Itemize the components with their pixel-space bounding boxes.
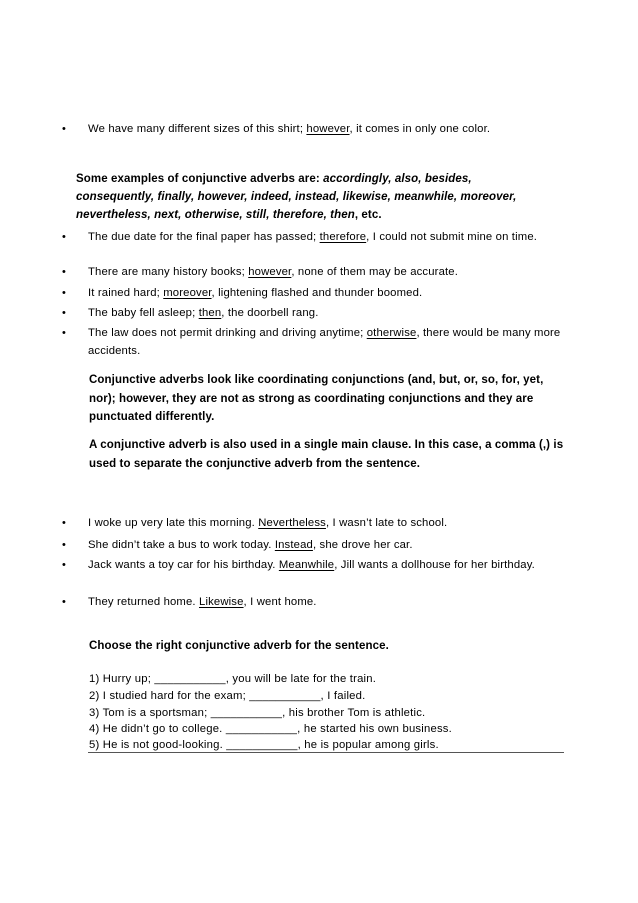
adverb-underlined: Nevertheless — [258, 517, 326, 529]
adverb-underlined: however — [306, 123, 350, 135]
single-clause-note: A conjunctive adverb is also used in a single main clause. In this case, a comma (,) is used to separate the conjunctive adverb from the sentence. — [89, 439, 564, 470]
list-item — [62, 264, 572, 282]
bullet-text: It rained hard; moreover, lightening flashed and thunder boomed. — [88, 287, 423, 299]
list-item — [62, 537, 572, 555]
bullet-icon: • — [62, 596, 67, 608]
bullet-text: Jack wants a toy car for his birthday. Meanwhile, Jill wants a dollhouse for her birthday. — [88, 559, 535, 571]
exercise-item: 1) Hurry up; ___________, you will be late for the train. — [89, 673, 377, 685]
list-item — [62, 305, 572, 323]
bullet-text: We have many different sizes of this shirt; however, it comes in only one color. — [88, 123, 491, 135]
adverb-underlined: Meanwhile — [278, 559, 335, 571]
exercise-item: 5) He is not good-looking. ___________, he is popular among girls. — [89, 739, 439, 751]
exercise-item: 4) He didn’t go to college. ___________, he started his own business. — [89, 723, 452, 735]
list-item — [62, 121, 572, 139]
bullet-text: The due date for the final paper has passed; therefore, I could not submit mine on time. — [88, 231, 538, 243]
bullet-icon: • — [62, 287, 67, 299]
bullet-icon: • — [62, 231, 67, 243]
adverb-underlined: however — [248, 266, 292, 278]
bullet-icon: • — [62, 327, 67, 339]
bullet-text: I woke up very late this morning. Nevertheless, I wasn’t late to school. — [88, 517, 448, 529]
adverb-underlined: otherwise — [366, 327, 417, 339]
examples-paragraph: Some examples of conjunctive adverbs are: accordingly, also, besides, consequently, finally, however, indeed, instead, likewise, meanwhile, moreover, nevertheless, next, otherwise, still, therefore, then, etc. — [76, 173, 517, 221]
bullet-icon: • — [62, 559, 67, 571]
bullet-icon: • — [62, 123, 67, 135]
list-item — [62, 285, 572, 303]
bullet-text: She didn’t take a bus to work today. Instead, she drove her car. — [88, 539, 413, 551]
list-item — [62, 557, 562, 575]
bullet-text: The law does not permit drinking and driving anytime; otherwise, there would be many more accidents. — [88, 327, 561, 357]
adverb-underlined: moreover — [163, 287, 212, 299]
bullet-icon: • — [62, 517, 67, 529]
exercise-item: 2) I studied hard for the exam; ___________, I failed. — [89, 690, 366, 702]
exercise-underline-rule — [88, 752, 564, 753]
list-item — [62, 515, 572, 533]
coordinating-note: Conjunctive adverbs look like coordinating conjunctions (and, but, or, so, for, yet, nor); however, they are not as strong as coordinating conjunctions and they are punctuated differently. — [89, 374, 544, 423]
bullet-icon: • — [62, 539, 67, 551]
list-item — [62, 594, 572, 612]
list-item — [62, 229, 572, 247]
bullet-icon: • — [62, 266, 67, 278]
bullet-text: There are many history books; however, none of them may be accurate. — [88, 266, 459, 278]
exercise-item: 3) Tom is a sportsman; ___________, his brother Tom is athletic. — [89, 707, 426, 719]
adverb-underlined: then — [198, 307, 222, 319]
bullet-icon: • — [62, 307, 67, 319]
bullet-text: The baby fell asleep; then, the doorbell rang. — [88, 307, 319, 319]
adverb-underlined: therefore — [319, 231, 367, 243]
exercise-title: Choose the right conjunctive adverb for the sentence. — [89, 640, 389, 652]
adverb-underlined: Likewise — [199, 596, 244, 608]
list-item — [62, 325, 572, 360]
bullet-text: They returned home. Likewise, I went home. — [88, 596, 317, 608]
adverb-underlined: Instead — [274, 539, 313, 551]
adverb-list: accordingly, also, besides, consequently, finally, however, indeed, instead, likewise, meanwhile, moreover, nevertheless, next, otherwise, still, therefore, then — [76, 173, 517, 221]
